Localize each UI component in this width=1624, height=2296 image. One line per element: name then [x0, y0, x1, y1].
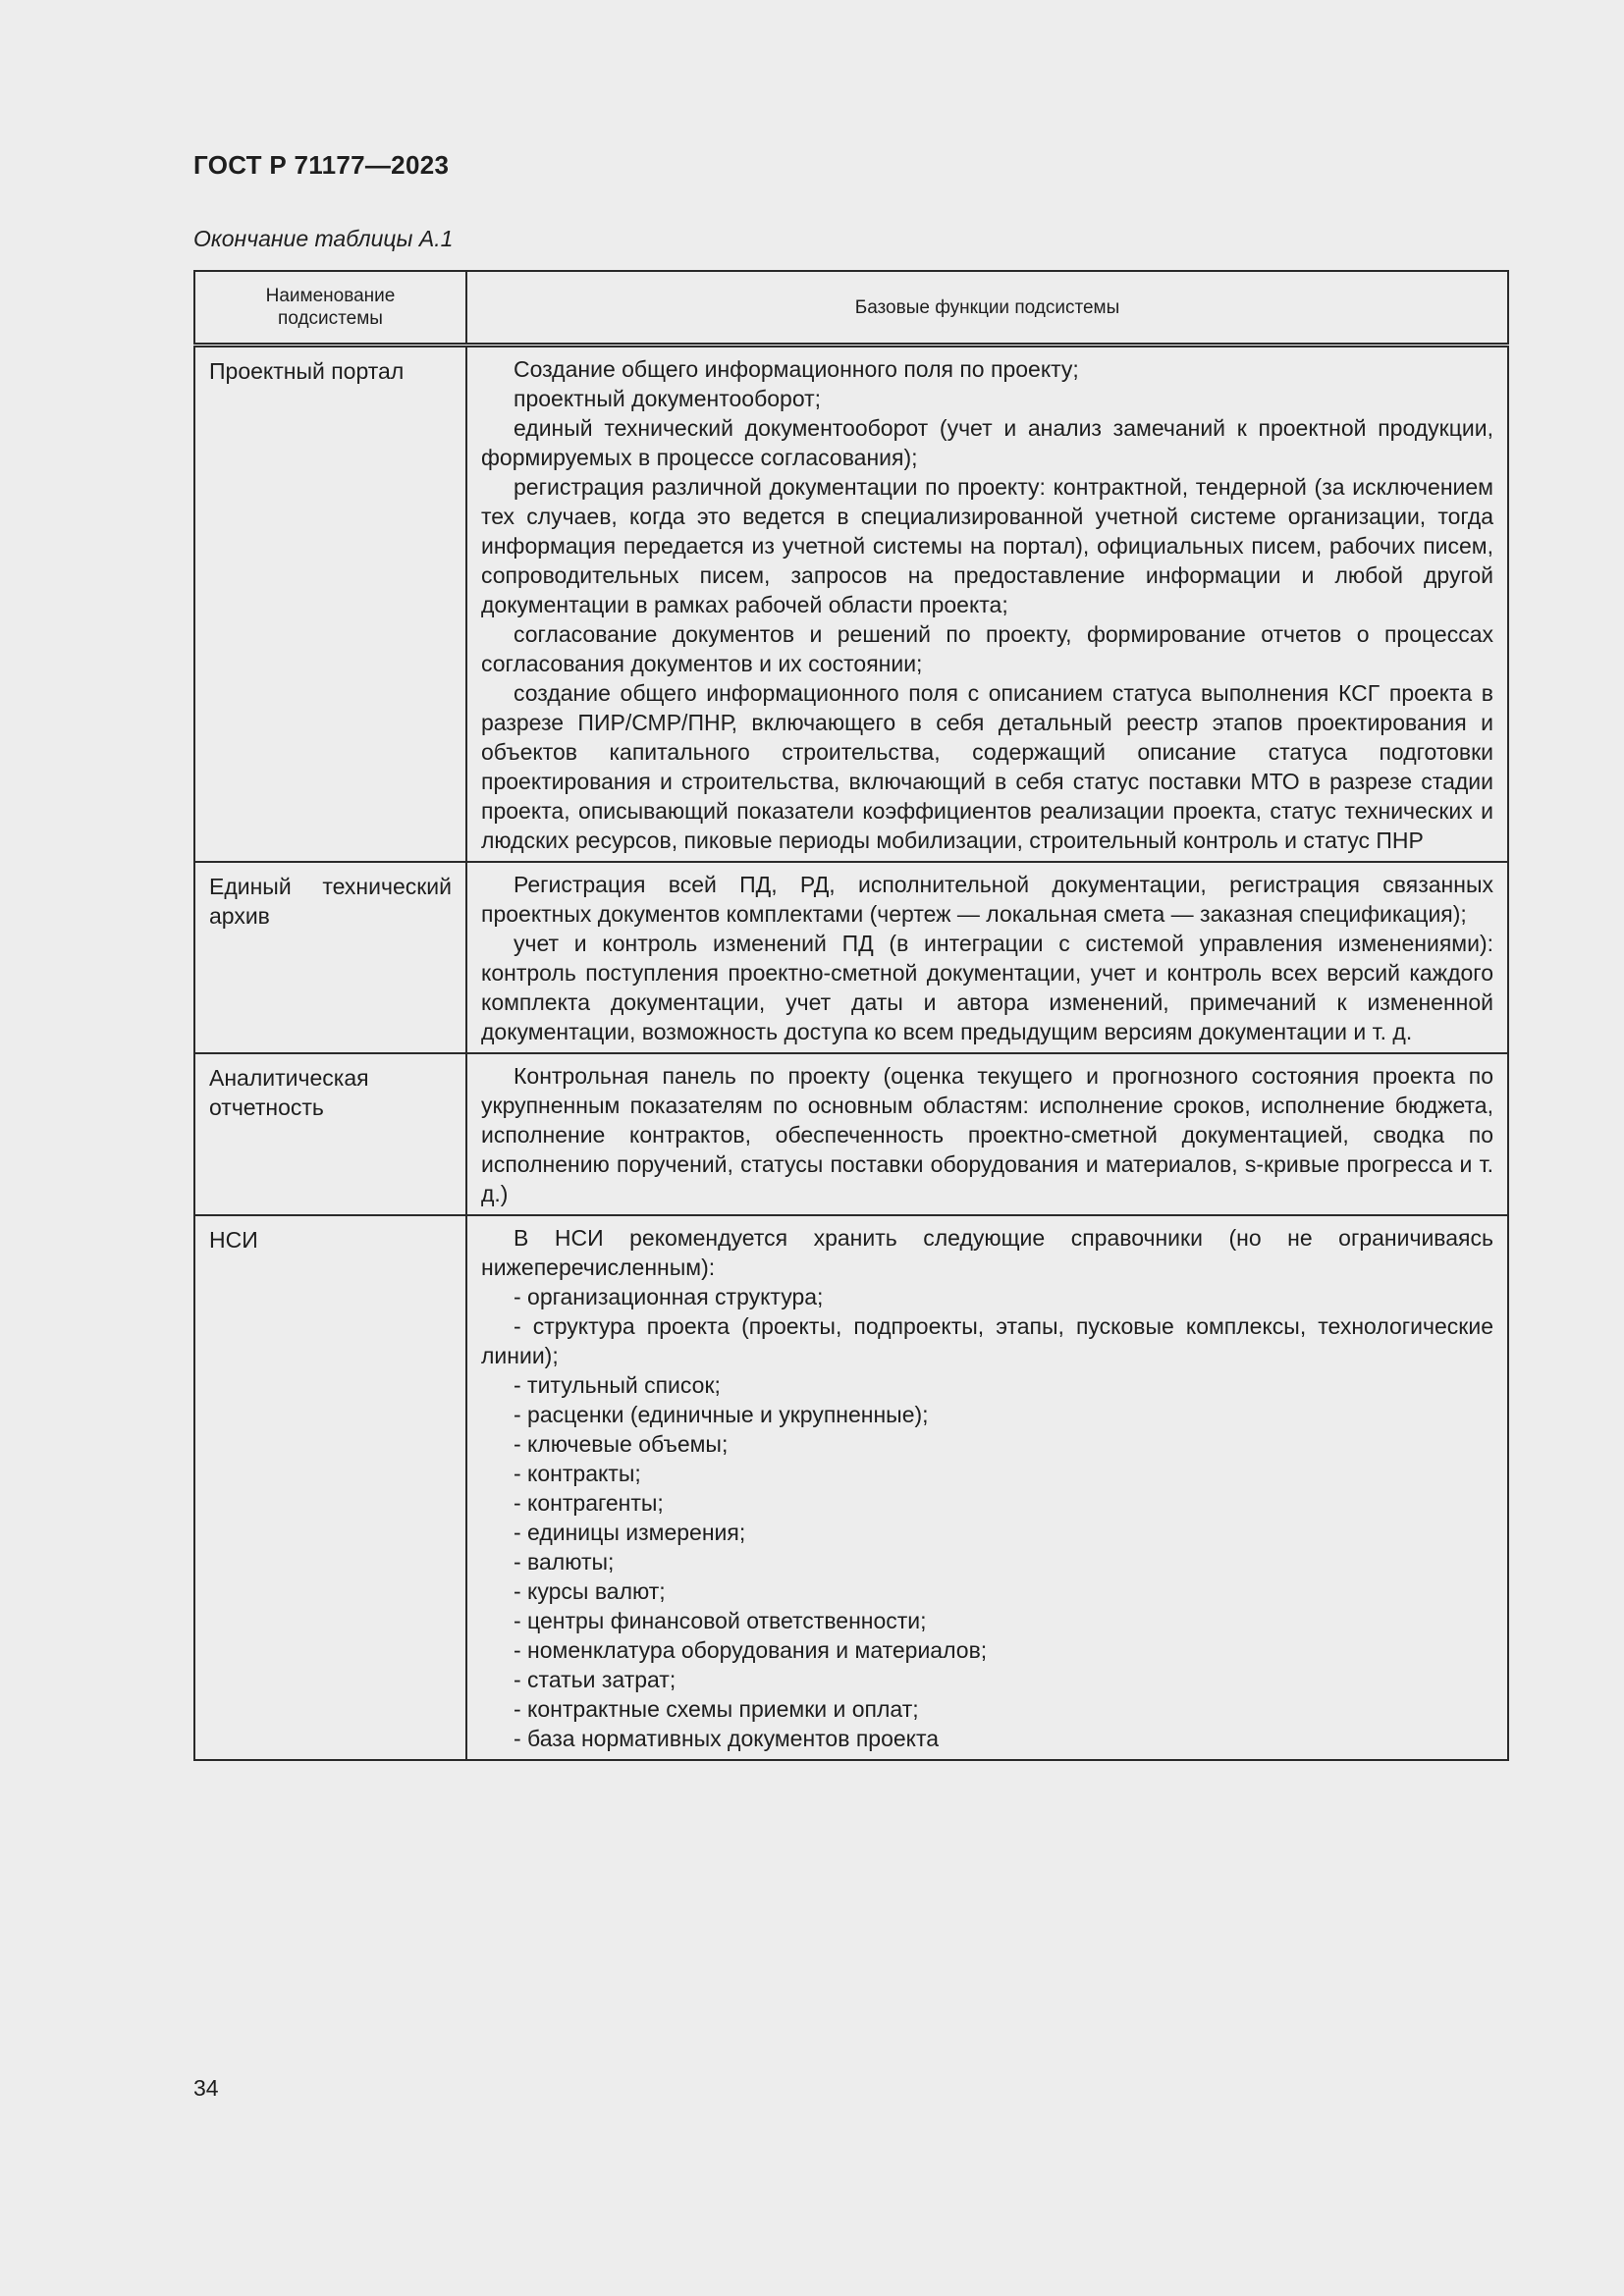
table-caption: Окончание таблицы А.1 — [193, 226, 454, 251]
subsystems-table — [193, 270, 1509, 1761]
subsystem-functions — [466, 1215, 1508, 1760]
reference-list-item: - центры финансовой ответственности; — [514, 1608, 927, 1633]
reference-list-item: - контракты; — [514, 1461, 641, 1486]
reference-list-item: - контрактные схемы приемки и оплат; — [514, 1696, 919, 1722]
column-header-subsystem-name: Наименование подсистемы — [194, 271, 466, 346]
function-paragraph: единый технический документооборот (учет и анализ замечаний к проектной продукции, формируемых в процессе согласования); — [481, 415, 1493, 470]
subsystem-name: НСИ — [194, 1215, 466, 1760]
document-code: ГОСТ Р 71177—2023 — [193, 150, 450, 180]
subsystem-functions — [466, 1053, 1508, 1215]
function-paragraph: Контрольная панель по проекту (оценка текущего и прогнозного состояния проекта по укрупненным показателям по основным областям: исполнение сроков, исполнение бюджета, исполнение контрактов, обеспеченность проектно-сметной документацией, сводка по исполнению поручений, статусы поставки оборудования и материалов, s-кривые прогресса и т. д.) — [481, 1063, 1493, 1206]
reference-list-item: - статьи затрат; — [514, 1667, 677, 1692]
subsystem-functions — [466, 346, 1508, 863]
subsystem-name: Аналитическая отчетность — [194, 1053, 466, 1215]
reference-list-item: - контрагенты; — [514, 1490, 664, 1516]
function-paragraph: регистрация различной документации по проекту: контрактной, тендерной (за исключением тех случаев, когда это ведется в специализированной учетной системе организации, тогда информация передается из учетной системы на портал), официальных писем, рабочих писем, сопроводительных писем, запросов на предоставление информации и любой другой документации в рамках рабочей области проекта; — [481, 474, 1493, 617]
table-row — [194, 1053, 1508, 1215]
reference-list-item: - структура проекта (проекты, подпроекты, этапы, пусковые комплексы, технологические линии); — [481, 1313, 1493, 1368]
table-header-row — [194, 271, 1508, 346]
function-paragraph: Регистрация всей ПД, РД, исполнительной документации, регистрация связанных проектных документов комплектами (чертеж — локальная смета — заказная спецификация); — [481, 872, 1493, 927]
page-number: 34 — [193, 2075, 219, 2101]
table-row — [194, 1215, 1508, 1760]
reference-list-item: - организационная структура; — [514, 1284, 824, 1309]
function-paragraph: В НСИ рекомендуется хранить следующие справочники (но не ограничиваясь нижеперечисленным): — [481, 1225, 1493, 1280]
column-header-base-functions: Базовые функции подсистемы — [466, 271, 1508, 346]
subsystem-name: Проектный портал — [194, 346, 466, 863]
reference-list-item: - курсы валют; — [514, 1578, 666, 1604]
reference-list-item: - титульный список; — [514, 1372, 721, 1398]
table-row — [194, 862, 1508, 1053]
function-paragraph: создание общего информационного поля с описанием статуса выполнения КСГ проекта в разрезе ПИР/СМР/ПНР, включающего в себя детальный реестр этапов проектирования и объектов капитального строительства, содержащий описание статуса подготовки проектирования и строительства, включающий в себя статус поставки МТО в разрезе стадии проекта, описывающий показатели коэффициентов реализации проекта, статус технических и людских ресурсов, пиковые периоды мобилизации, строительный контроль и статус ПНР — [481, 680, 1493, 853]
function-paragraph: учет и контроль изменений ПД (в интеграции с системой управления изменениями): контроль поступления проектно-сметной документации, учет и контроль всех версий каждого комплекта документации, учет даты и автора изменений, примечаний к измененной документации, возможность доступа ко всем предыдущим версиям документации и т. д. — [481, 931, 1493, 1044]
table-row — [194, 346, 1508, 863]
reference-list-item: - база нормативных документов проекта — [514, 1726, 940, 1751]
function-paragraph: Создание общего информационного поля по проекту; — [514, 356, 1079, 382]
reference-list-item: - валюты; — [514, 1549, 615, 1575]
reference-list-item: - единицы измерения; — [514, 1520, 746, 1545]
function-paragraph: согласование документов и решений по проекту, формирование отчетов о процессах согласования документов и их состоянии; — [481, 621, 1493, 676]
subsystem-name: Единый технический архив — [194, 862, 466, 1053]
function-paragraph: проектный документооборот; — [514, 386, 822, 411]
reference-list-item: - ключевые объемы; — [514, 1431, 729, 1457]
subsystem-functions — [466, 862, 1508, 1053]
reference-list-item: - номенклатура оборудования и материалов; — [514, 1637, 988, 1663]
reference-list-item: - расценки (единичные и укрупненные); — [514, 1402, 929, 1427]
